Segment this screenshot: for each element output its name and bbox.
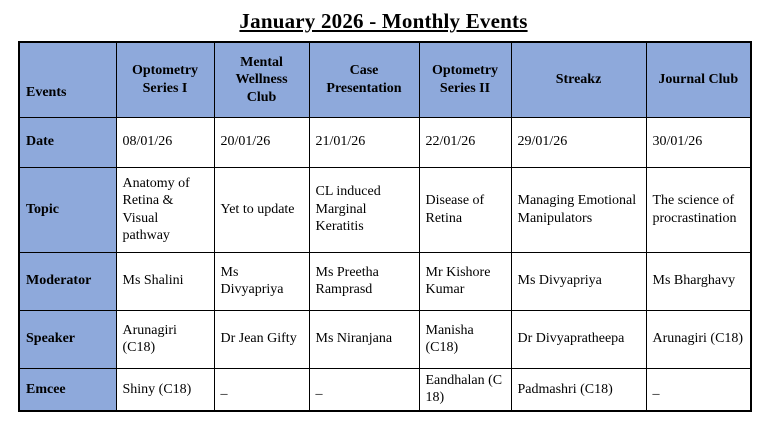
- table-cell: Ms Divyapriya: [511, 252, 646, 310]
- table-cell: 29/01/26: [511, 117, 646, 167]
- table-cell: _: [214, 368, 309, 411]
- table-cell: Ms Preetha Ramprasd: [309, 252, 419, 310]
- table-cell: Arunagiri (C18): [646, 310, 751, 368]
- table-cell: Manisha (C18): [419, 310, 511, 368]
- table-row-moderator: [19, 252, 751, 310]
- table-cell: The science of procrastination: [646, 167, 751, 252]
- table-row-topic: [19, 167, 751, 252]
- row-label-speaker: Speaker: [19, 310, 116, 368]
- table-cell: Ms Bharghavy: [646, 252, 751, 310]
- table-body: [19, 117, 751, 411]
- page-title: January 2026 - Monthly Events: [239, 9, 528, 33]
- table-cell: 08/01/26: [116, 117, 214, 167]
- column-header-mental-wellness-club: Mental Wellness Club: [214, 42, 309, 117]
- row-label-date: Date: [19, 117, 116, 167]
- column-header-optometry-series-i: Optometry Series I: [116, 42, 214, 117]
- column-header-journal-club: Journal Club: [646, 42, 751, 117]
- table-cell: 20/01/26: [214, 117, 309, 167]
- table-row-date: [19, 117, 751, 167]
- row-label-moderator: Moderator: [19, 252, 116, 310]
- column-header-streakz: Streakz: [511, 42, 646, 117]
- table-cell: Managing Emotional Manipulators: [511, 167, 646, 252]
- table-cell: Mr Kishore Kumar: [419, 252, 511, 310]
- table-cell: Eandhalan (C 18): [419, 368, 511, 411]
- table-cell: 21/01/26: [309, 117, 419, 167]
- table-cell: Shiny (C18): [116, 368, 214, 411]
- monthly-events-table: [18, 41, 752, 412]
- table-cell: Anatomy of Retina & Visual pathway: [116, 167, 214, 252]
- table-cell: Dr Divyapratheepa: [511, 310, 646, 368]
- table-cell: Padmashri (C18): [511, 368, 646, 411]
- row-label-topic: Topic: [19, 167, 116, 252]
- table-cell: Arunagiri (C18): [116, 310, 214, 368]
- row-label-emcee: Emcee: [19, 368, 116, 411]
- corner-header-events: Events: [19, 42, 116, 117]
- table-cell: Ms Divyapriya: [214, 252, 309, 310]
- table-header: [19, 42, 751, 117]
- header-row: [19, 42, 751, 117]
- table-cell: Ms Niranjana: [309, 310, 419, 368]
- column-header-optometry-series-ii: Optometry Series II: [419, 42, 511, 117]
- table-cell: Disease of Retina: [419, 167, 511, 252]
- table-cell: Ms Shalini: [116, 252, 214, 310]
- table-cell: Yet to update: [214, 167, 309, 252]
- column-header-case-presentation: Case Presentation: [309, 42, 419, 117]
- table-cell: CL induced Marginal Keratitis: [309, 167, 419, 252]
- table-row-speaker: [19, 310, 751, 368]
- table-row-emcee: [19, 368, 751, 411]
- table-cell: _: [646, 368, 751, 411]
- table-cell: 22/01/26: [419, 117, 511, 167]
- table-cell: Dr Jean Gifty: [214, 310, 309, 368]
- table-cell: 30/01/26: [646, 117, 751, 167]
- table-cell: _: [309, 368, 419, 411]
